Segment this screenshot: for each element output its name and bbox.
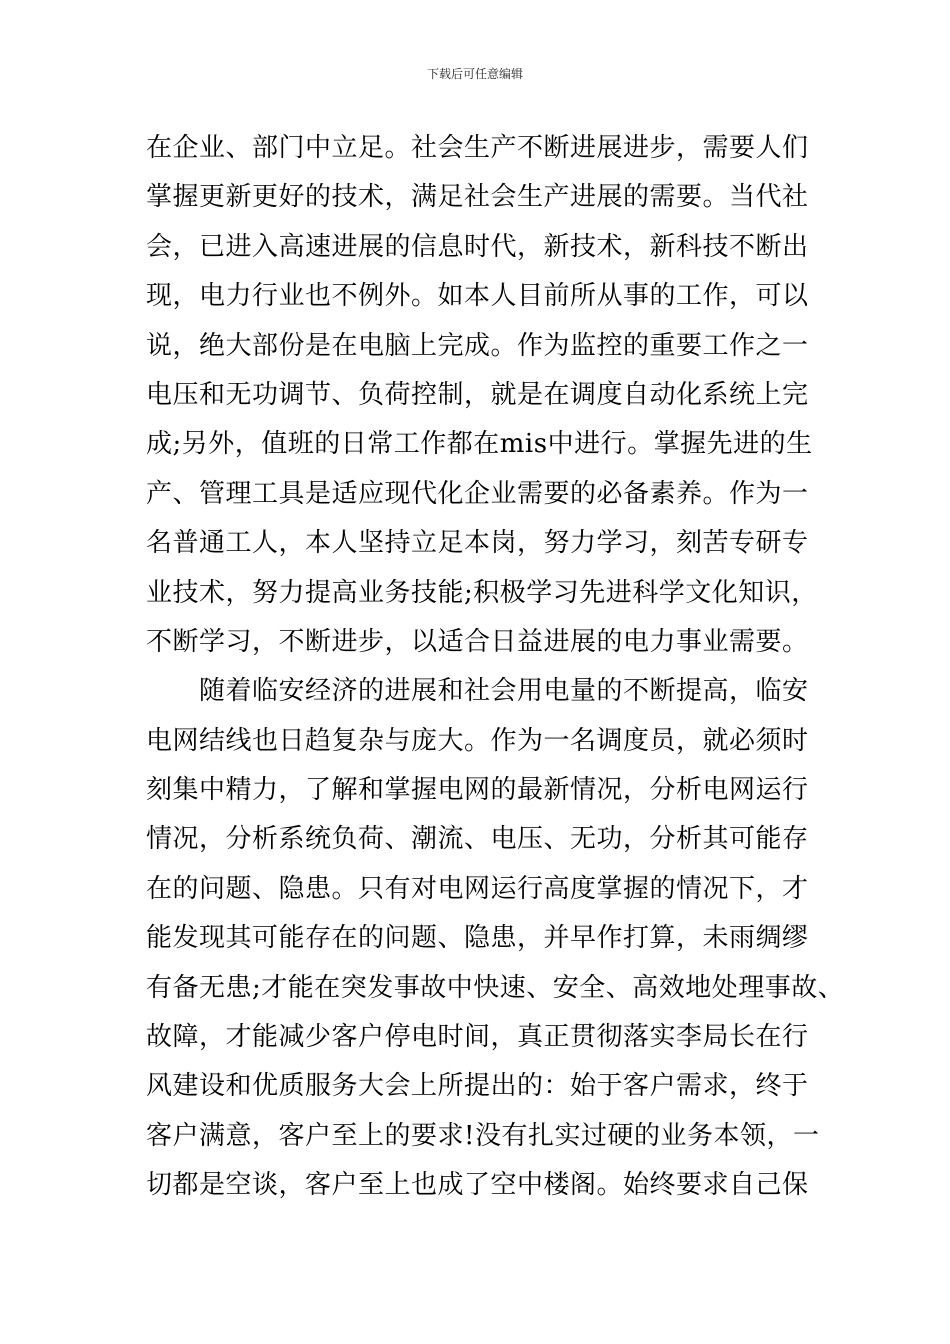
text-line: 故障，才能减少客户停电时间，真正贯彻落实李局长在行 — [146, 1022, 809, 1053]
page-header: 下载后可任意编辑 — [426, 67, 523, 81]
document-body — [146, 124, 845, 1211]
text-line: 名普通工人，本人坚持立足本岗，努力学习，刻苦专研专 — [146, 528, 809, 559]
text-line: 成;另外，值班的日常工作都在mis中进行。掌握先进的生 — [146, 429, 813, 460]
text-line: 说，绝大部份是在电脑上完成。作为监控的重要工作之一 — [146, 330, 809, 361]
text-line: 不断学习，不断进步，以适合日益进展的电力事业需要。 — [146, 626, 809, 657]
text-line: 在的问题、隐患。只有对电网运行高度掌握的情况下，才 — [146, 873, 809, 904]
text-line: 在企业、部门中立足。社会生产不断进展进步，需要人们 — [146, 133, 809, 163]
paragraph-start-line: 随着临安经济的进展和社会用电量的不断提高，临安 — [146, 676, 809, 707]
text-line: 切都是空谈，客户至上也成了空中楼阁。始终要求自己保 — [146, 1170, 809, 1201]
text-line: 会，已进入高速进展的信息时代，新技术，新科技不断出 — [146, 231, 809, 262]
text-line: 有备无患;才能在突发事故中快速、安全、高效地处理事故、 — [146, 972, 845, 1003]
text-line: 产、管理工具是适应现代化企业需要的必备素养。作为一 — [146, 478, 809, 509]
text-line: 电压和无功调节、负荷控制，就是在调度自动化系统上完 — [146, 379, 809, 410]
text-line: 能发现其可能存在的问题、隐患，并早作打算，未雨绸缪 — [146, 923, 809, 954]
text-line: 现，电力行业也不例外。如本人目前所从事的工作，可以 — [146, 281, 809, 312]
text-line: 业技术，努力提高业务技能;积极学习先进科学文化知识， — [146, 577, 818, 608]
text-line: 刻集中精力，了解和掌握电网的最新情况，分析电网运行 — [146, 775, 809, 806]
text-line: 客户满意，客户至上的要求!没有扎实过硬的业务本领，一 — [146, 1120, 820, 1151]
text-line: 掌握更新更好的技术，满足社会生产进展的需要。当代社 — [146, 182, 809, 213]
text-line: 电网结线也日趋复杂与庞大。作为一名调度员，就必须时 — [146, 725, 809, 756]
text-line: 风建设和优质服务大会上所提出的：始于客户需求，终于 — [146, 1071, 809, 1102]
text-line: 情况，分析系统负荷、潮流、电压、无功，分析其可能存 — [146, 824, 809, 855]
